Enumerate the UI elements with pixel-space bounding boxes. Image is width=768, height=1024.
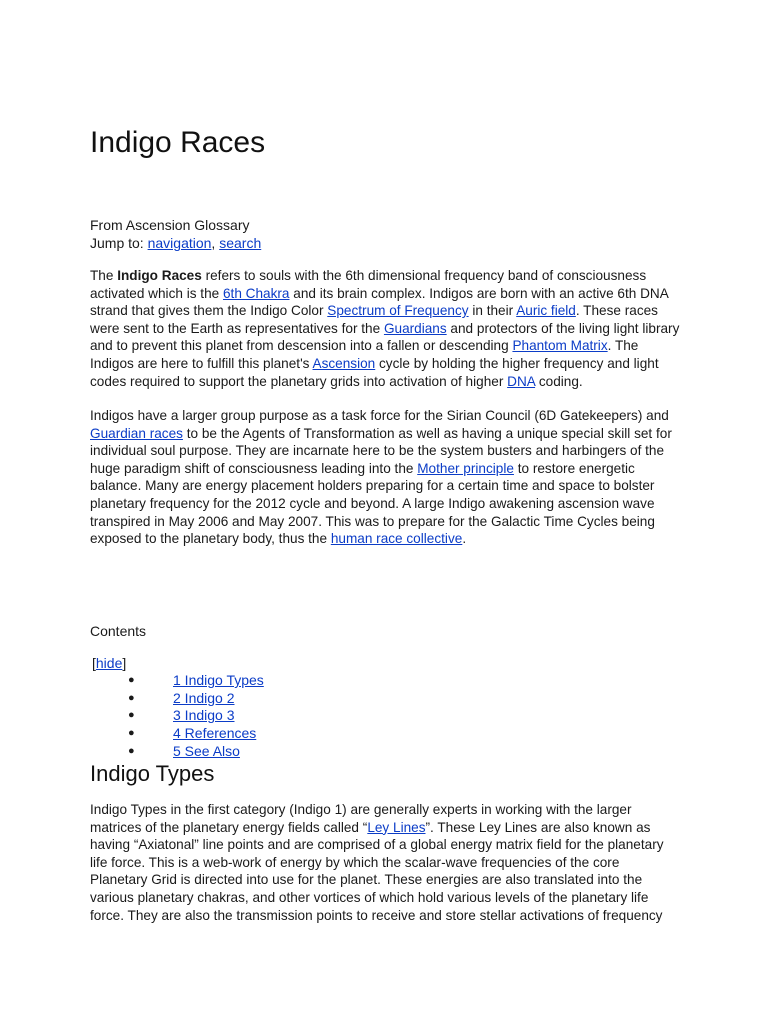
indigo-types-paragraph [90, 801, 680, 924]
text-run: to be the Agents of Transformation as well as having a unique special skill set for individual soul purpose. They are incarnate here to be the system busters and harbingers of the huge paradigm shift of consciousness leading into the [90, 425, 672, 476]
bracket-open: [ [92, 655, 96, 671]
jump-to-line [90, 234, 261, 252]
text-run: cycle by holding the higher frequency and light codes required to support the planetary grids into activation of higher [90, 355, 659, 389]
article-subheader [90, 216, 261, 252]
toc-item [92, 689, 235, 708]
text-run: ”. These Ley Lines are also known as having “Axiatonal” line points and are comprised of a global energy matrix field for the planetary life force. This is a web-work of energy by which the scalar-wave frequencies of the core Planetary Grid is directed into use for the planet. These energies are also translated into the various planetary chakras, and other vortices of which hold various levels of the planetary life force. They are also the transmission points to receive and store stellar activations of frequency [90, 819, 664, 923]
source-line: From Ascension Glossary [90, 217, 250, 233]
text-run: Indigo Types in the first category (Indigo 1) are generally experts in working with the larger matrices of the planetary energy fields called “ [90, 802, 632, 835]
toc-item [92, 707, 235, 725]
toc-list [92, 672, 264, 760]
term-bold: Indigo Races [117, 268, 202, 283]
hide-toc-link[interactable]: hide [95, 655, 123, 671]
text-run: to restore energetic balance. Many are energy placement holders preparing for a certain time and space to bolster planetary frequency for the 2012 cycle and beyond. A large Indigo awakening ascension wave transpired in May 2006 and May 2007. This was to prepare for the Galactic Time Cycles being exposed to the planetary body, thus the [90, 460, 655, 547]
text-run: refers to souls with the 6th dimensional frequency band of consciousness activated which is the [90, 268, 647, 301]
text-run: Indigos have a larger group purpose as a task force for the Sirian Council (6D Gatekeepers) and [90, 408, 669, 423]
toc-link-indigo-2[interactable]: 2 Indigo 2 [173, 689, 235, 706]
link-spectrum-of-frequency[interactable]: Spectrum of Frequency [327, 303, 469, 319]
jump-separator: , [211, 235, 220, 251]
link-mother-principle[interactable]: Mother principle [417, 460, 514, 476]
toc-item [92, 672, 264, 690]
bracket-close: ] [122, 655, 127, 671]
text-run: . The Indigos are here to fulfill this planet's [90, 338, 639, 371]
purpose-paragraph [90, 407, 680, 548]
bullet-icon: ● [128, 709, 135, 722]
text-run: in their [468, 303, 517, 319]
navigation-link[interactable]: navigation [147, 235, 212, 251]
link-guardian-races[interactable]: Guardian races [90, 425, 183, 441]
link-auric-field[interactable]: Auric field [516, 303, 576, 319]
link-guardians[interactable]: Guardians [383, 320, 447, 336]
text-run: . These races were sent to the Earth as representatives for the [90, 303, 658, 336]
bullet-icon: ● [128, 744, 135, 757]
toc-link-references[interactable]: 4 References [173, 725, 257, 742]
link-ley-lines[interactable]: Ley Lines [367, 819, 426, 835]
toc-link-indigo-types[interactable]: 1 Indigo Types [173, 672, 264, 688]
search-link[interactable]: search [219, 235, 262, 251]
link-dna[interactable]: DNA [507, 373, 536, 389]
bullet-icon: ● [128, 674, 135, 686]
link-ascension[interactable]: Ascension [312, 355, 376, 371]
link-phantom-matrix[interactable]: Phantom Matrix [512, 338, 608, 354]
toc-item [92, 742, 240, 761]
text-run: The [90, 268, 118, 283]
toc-toggle [92, 654, 126, 672]
intro-paragraph [90, 267, 680, 390]
jump-to-label: Jump to: [90, 235, 148, 251]
table-of-contents [92, 654, 264, 760]
link-6th-chakra[interactable]: 6th Chakra [222, 285, 290, 301]
section-heading-indigo-types: Indigo Types [90, 761, 215, 786]
toc-item [92, 725, 257, 743]
bullet-icon: ● [128, 691, 135, 704]
text-run: and protectors of the living light library and to prevent this planet from descension into a fallen or descending [90, 320, 680, 354]
bullet-icon: ● [128, 727, 135, 740]
text-run: and its brain complex. Indigos are born with an active 6th DNA strand that gives them the Indigo Color [90, 285, 669, 319]
contents-title: Contents [90, 623, 147, 639]
toc-link-indigo-3[interactable]: 3 Indigo 3 [173, 707, 235, 724]
text-run: . [462, 531, 467, 547]
text-run: coding. [535, 373, 583, 389]
toc-link-see-also[interactable]: 5 See Also [173, 742, 240, 759]
page-title: Indigo Races [90, 126, 266, 159]
link-human-race-collective[interactable]: human race collective [330, 531, 463, 547]
